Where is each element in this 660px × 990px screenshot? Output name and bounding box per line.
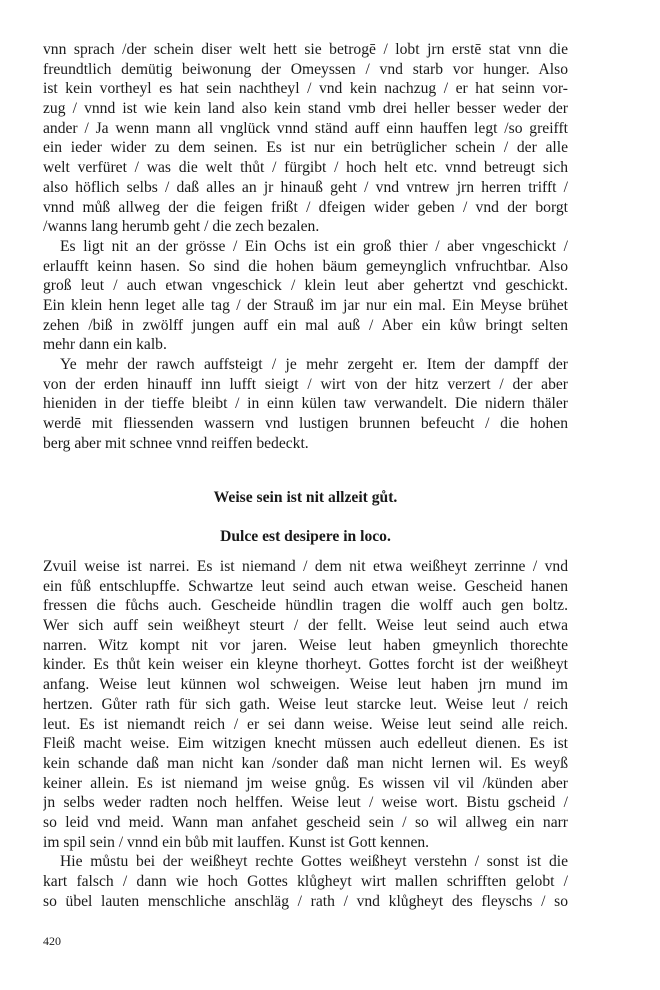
text-block-bottom (43, 557, 568, 911)
text-line: von der erden hinauff inn lufft sieigt / wirt von der hitz verzert / der aber (43, 375, 568, 393)
text-line: Ein klein henn leget alle tag / der Strauß im jar nur ein mal. Ein Meyse brühet (43, 296, 568, 314)
text-line: anfang. Weise leut künnen wol schweigen. Weise leut haben jrn mund im (43, 676, 568, 694)
text-line: Fleiß macht weise. Eim witzigen knecht müssen auch edelleut dienen. Es ist (43, 735, 568, 753)
text-line: ein ieder wider zu dem seinen. Es ist nur ein betrüglicher schein / der alle (43, 139, 568, 157)
text-line: werdē mit fliessenden wassern vnd lustigen brunnen befeucht / die hohen (43, 415, 568, 433)
text-line: freundtlich demütig beiwonung der Omeyssen / vnd starb vor hunger. Also (43, 60, 568, 78)
text-line: leut. Es ist niemandt reich / er sei dann weise. Weise leut seind alle reich. (43, 715, 568, 733)
text-line: /wanns lang herumb geht / die zech bezalen. (43, 218, 320, 236)
section-heading: Weise sein ist nit allzeit gůt. (213, 489, 398, 506)
text-line: hertzen. Gůter rath für sich gath. Weise leut starcke leut. Weise leut / reich (43, 695, 568, 713)
text-line: vnn sprach /der schein diser welt hett sie betrogē / lobt jrn erstē stat vnn die (43, 41, 568, 58)
text-line: Hie můstu bei der weißheyt rechte Gottes weißheyt verstehn / sonst ist die (60, 853, 568, 871)
text-line: hieniden in der tieffe bleibt / in einn külen taw verwandelt. Die nidern thäler (43, 395, 568, 413)
text-line: Wer sich auff sein weißheyt steurt / der fellt. Weise leut seind auch etwa (43, 617, 568, 635)
text-line: so übel lauten menschliche anschläg / rath / vnd klůgheyt des fleyschs / so (43, 892, 568, 910)
text-line: so leid vnd meid. Wann man anfahet gescheid sein / so wil allweg ein narr (43, 813, 568, 831)
page-number: 420 (43, 934, 61, 948)
text-line: keiner allein. Es ist niemand jm weise gnůg. Es wissen vil vil /künden aber (43, 774, 568, 792)
text-line: Es ligt nit an der grösse / Ein Ochs ist ein groß thier / aber vngeschickt / (60, 237, 568, 255)
text-line: narren. Witz kompt nit vor jaren. Weise leut haben gmeynlich thorechte (43, 636, 568, 654)
section-subheading: Dulce est desipere in loco. (220, 528, 391, 545)
text-line: jn selbs weder radten noch helffen. Weise leut / weise wort. Bistu gscheid / (43, 794, 568, 812)
text-line: zehen /biß in zwölff jungen auff ein mal auß / Aber ein kůw bringt selten (43, 316, 568, 334)
text-line: mehr dann ein kalb. (43, 336, 167, 354)
text-line: welt verfüret / was die welt thůt / fürgibt / hoch helt etc. vnnd betreugt sich (43, 159, 568, 177)
text-block-top (43, 40, 568, 453)
text-line: kinder. Es thůt kein weiser ein kleyne thorheyt. Gottes forcht ist der weißheyt (43, 656, 568, 674)
text-line: erlaufft keinn hasen. So sind die hohen bäum gemeynglich vnfruchtbar. Also (43, 257, 568, 275)
text-line: Zvuil weise ist narrei. Es ist niemand / dem nit etwa weißheyt zerrinne / vnd (43, 558, 568, 575)
text-line: berg aber mit schnee vnnd reiffen bedeckt. (43, 434, 309, 452)
text-line: ein fůß entschlupffe. Schwartze leut seind auch etwan weise. Gescheid hanen (43, 577, 568, 595)
text-line: kein schande daß man nicht kan /sonder daß man nicht lernen wil. Es weyß (43, 754, 568, 772)
text-line: im spil sein / vnnd ein bůb mit lauffen. Kunst ist Gott kennen. (43, 833, 430, 851)
text-line: ander / Ja wenn mann all vnglück vnnd ständ auff einn hauffen legt /so greifft (43, 119, 568, 137)
text-line: zug / vnnd ist wie kein land also kein stand vmb drei heller besser weder der (43, 100, 568, 118)
text-line: vnnd můß allweg der die feigen frißt / dfeigen wider geben / vnd der borgt (43, 198, 568, 216)
text-line: Ye mehr der rawch auffsteigt / je mehr zergeht er. Item der dampff der (60, 356, 568, 373)
text-line: fressen die fůchs auch. Gescheide hündlin tragen die wolff auch gen boltz. (43, 597, 568, 615)
text-line: also höflich selbs / daß alles an jr hinauß geht / vnd vntrew jrn herren trifft / (43, 178, 568, 196)
text-line: ist kein vortheyl es hat sein nachtheyl / vnd kein nachzug / er hat seinn vor- (43, 80, 568, 98)
text-line: kart falsch / dann wie hoch Gottes klůgheyt wirt mallen schrifften gelobt / (43, 873, 568, 890)
text-line: groß leut / auch etwan vngeschick / klein leut aber gehertzt vnd geschickt. (43, 277, 568, 295)
